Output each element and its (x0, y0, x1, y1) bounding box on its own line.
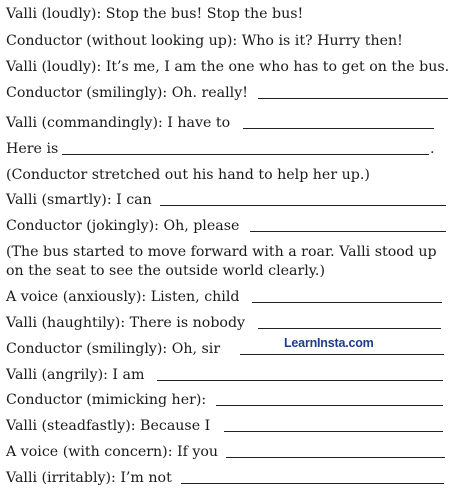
answer-blank-13[interactable] (181, 483, 444, 484)
dialogue-line-13: Conductor (mimicking her): (6, 392, 207, 408)
answer-blank-9[interactable] (157, 380, 443, 381)
dialogue-line-10: Valli (haughtily): There is nobody (6, 315, 246, 331)
answer-blank-3[interactable] (62, 154, 429, 155)
dialogue-line-8: Conductor (jokingly): Oh, please (6, 218, 240, 234)
dialogue-line-9: A voice (anxiously): Listen, child (6, 289, 240, 305)
answer-blank-5[interactable] (250, 231, 446, 232)
answer-blank-11[interactable] (224, 431, 443, 432)
answer-blank-8[interactable] (240, 354, 444, 355)
answer-blank-6[interactable] (252, 302, 442, 303)
dialogue-line-11: Conductor (smilingly): Oh, sir (6, 341, 221, 357)
stage-direction-1: (Conductor stretched out his hand to help her up.) (6, 167, 370, 183)
dialogue-line-16: Valli (irritably): I’m not (6, 470, 172, 486)
dialogue-line-12: Valli (angrily): I am (6, 367, 145, 383)
dialogue-line-3: Valli (loudly): It’s me, I am the one who has to get on the bus. (6, 59, 450, 75)
watermark-logo: LearnInsta.com (284, 336, 374, 350)
period-mark: . (430, 141, 435, 157)
answer-blank-7[interactable] (258, 328, 441, 329)
dialogue-line-1: Valli (loudly): Stop the bus! Stop the bus! (6, 6, 304, 22)
dialogue-line-6: Here is (6, 141, 59, 157)
stage-direction-2a: (The bus started to move forward with a roar. Valli stood up (6, 244, 437, 260)
dialogue-line-4: Conductor (smilingly): Oh. really! (6, 85, 248, 101)
answer-blank-4[interactable] (160, 205, 446, 206)
dialogue-line-14: Valli (steadfastly): Because I (6, 418, 211, 434)
answer-blank-12[interactable] (226, 457, 445, 458)
answer-blank-10[interactable] (216, 405, 443, 406)
answer-blank-2[interactable] (243, 128, 434, 129)
answer-blank-1[interactable] (258, 98, 448, 99)
dialogue-line-15: A voice (with concern): If you (6, 444, 219, 460)
dialogue-line-2: Conductor (without looking up): Who is it? Hurry then! (6, 33, 403, 49)
dialogue-line-7: Valli (smartly): I can (6, 192, 152, 208)
stage-direction-2b: on the seat to see the outside world clearly.) (6, 263, 325, 279)
dialogue-line-5: Valli (commandingly): I have to (6, 115, 231, 131)
